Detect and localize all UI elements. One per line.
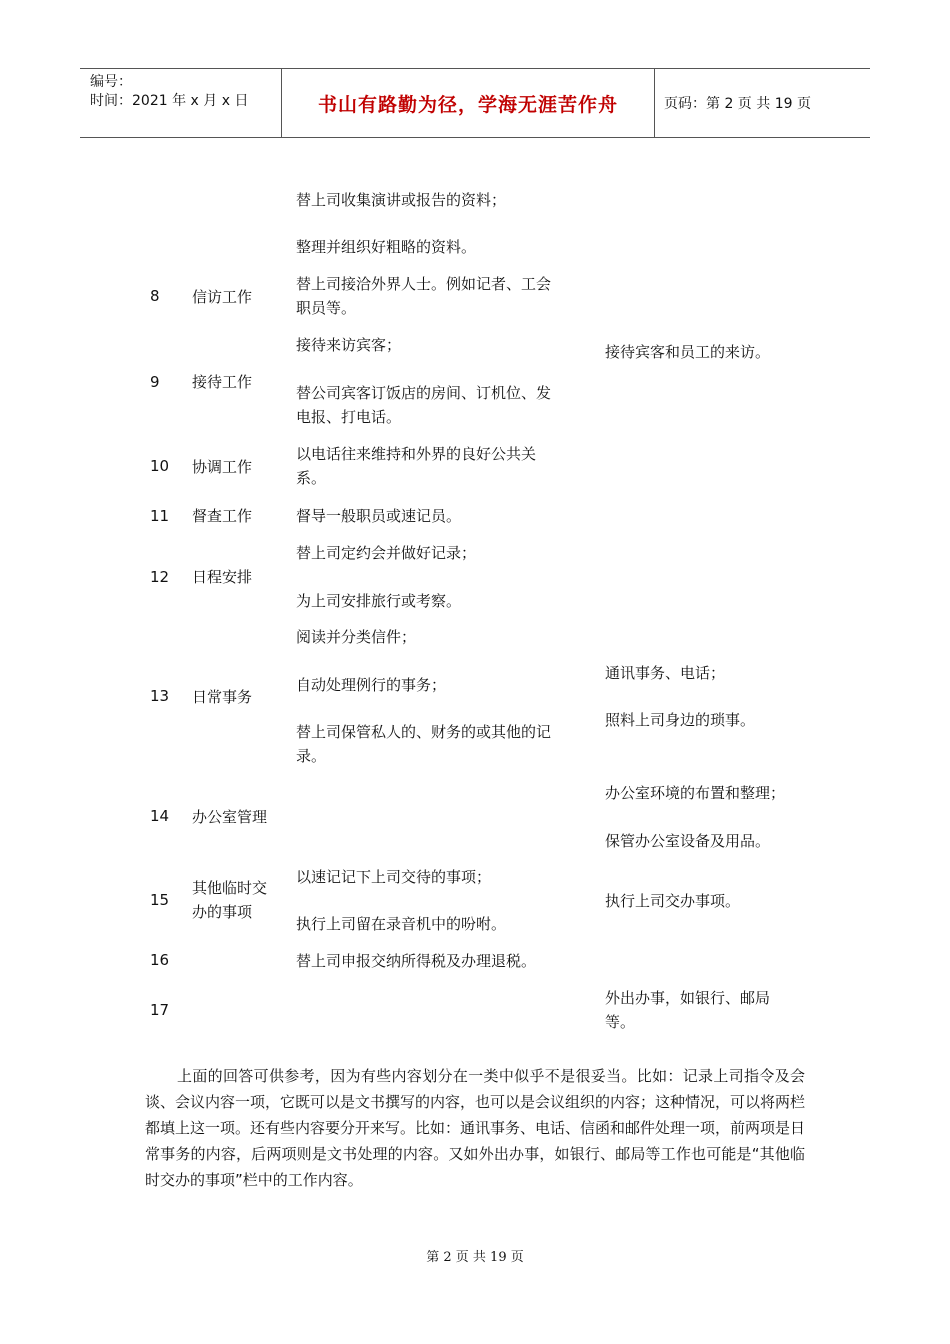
duty-text: 电报、打电话。: [296, 408, 402, 426]
secretary-duty-text: 执行上司交办事项。: [605, 892, 741, 910]
secretary-duty-text: 等。: [605, 1013, 636, 1031]
duty-text: 替上司保管私人的、财务的或其他的记: [296, 723, 552, 741]
secretary-duty-text: 通讯事务、电话；: [605, 664, 726, 682]
category-label: 办公室管理: [192, 808, 268, 826]
number-label: 编号：: [90, 74, 132, 90]
header-meta: [80, 69, 280, 137]
row-number: 17: [150, 1001, 170, 1019]
category-label: 日程安排: [192, 568, 253, 586]
page-info-text: 页码：第 2 页 共 19 页: [664, 96, 811, 112]
row-number: 13: [150, 687, 170, 705]
row-number: 15: [150, 891, 170, 909]
header-page-info: [654, 69, 870, 137]
duty-text: 替上司收集演讲或报告的资料；: [296, 191, 507, 209]
time-label: 时间：2021 年 x 月 x 日: [90, 93, 249, 109]
duty-text: 整理并组织好粗略的资料。: [296, 238, 477, 256]
duty-text: 以电话往来维持和外界的良好公共关: [296, 445, 537, 463]
page-footer: 第 2 页 共 19 页: [426, 1250, 524, 1265]
secretary-duty-text: 接待宾客和员工的来访。: [605, 343, 771, 361]
duty-text: 系。: [296, 469, 327, 487]
category-label: 办的事项: [192, 903, 253, 921]
row-number: 12: [150, 568, 170, 586]
duty-text: 替上司定约会并做好记录；: [296, 544, 477, 562]
row-number: 9: [150, 373, 160, 391]
duty-text: 录。: [296, 747, 327, 765]
row-number: 14: [150, 807, 170, 825]
secretary-duty-text: 外出办事，如银行、邮局: [605, 989, 771, 1007]
duty-text: 自动处理例行的事务；: [296, 676, 447, 694]
duty-text: 执行上司留在录音机中的吩咐。: [296, 915, 507, 933]
motto-text: 书山有路勤为径，学海无涯苦作舟: [317, 93, 618, 116]
category-label: 日常事务: [192, 688, 253, 706]
duty-text: 替公司宾客订饭店的房间、订机位、发: [296, 384, 552, 402]
body-paragraph: 上面的回答可供参考，因为有些内容划分在一类中似乎不是很妥当。比如：记录上司指令及会谈、会议内容一项，它既可以是文书撰写的内容，也可以是会议组织的内容；这种情况，可以将两栏都填上这一项。还有些内容要分开来写。比如：通讯事务、电话、信函和邮件处理一项，前两项是日常事务的内容，后两项则是文书处理的内容。又如外出办事，如银行、邮局等工作也可能是“其他临时交办的事项”栏中的工作内容。: [145, 1067, 806, 1189]
duty-text: 替上司申报交纳所得税及办理退税。: [296, 952, 537, 970]
duty-text: 阅读并分类信件；: [296, 628, 417, 646]
row-number: 10: [150, 457, 170, 475]
duty-text: 以速记记下上司交待的事项；: [296, 868, 492, 886]
page-header: [80, 68, 870, 138]
row-number: 11: [150, 507, 170, 525]
category-label: 接待工作: [192, 373, 253, 391]
category-label: 督查工作: [192, 507, 253, 525]
category-label: 其他临时交: [192, 879, 268, 897]
secretary-duty-text: 办公室环境的布置和整理；: [605, 784, 786, 802]
row-number: 8: [150, 287, 160, 305]
secretary-duty-text: 照料上司身边的琐事。: [605, 711, 756, 729]
duty-text: 接待来访宾客；: [296, 336, 402, 354]
header-motto-cell: [281, 69, 655, 137]
category-label: 信访工作: [192, 288, 253, 306]
category-label: 协调工作: [192, 458, 253, 476]
row-number: 16: [150, 951, 170, 969]
duty-text: 替上司接洽外界人士。例如记者、工会: [296, 275, 552, 293]
duty-text: 职员等。: [296, 299, 357, 317]
secretary-duty-text: 保管办公室设备及用品。: [605, 832, 771, 850]
duty-text: 为上司安排旅行或考察。: [296, 592, 462, 610]
duty-text: 督导一般职员或速记员。: [296, 507, 462, 525]
